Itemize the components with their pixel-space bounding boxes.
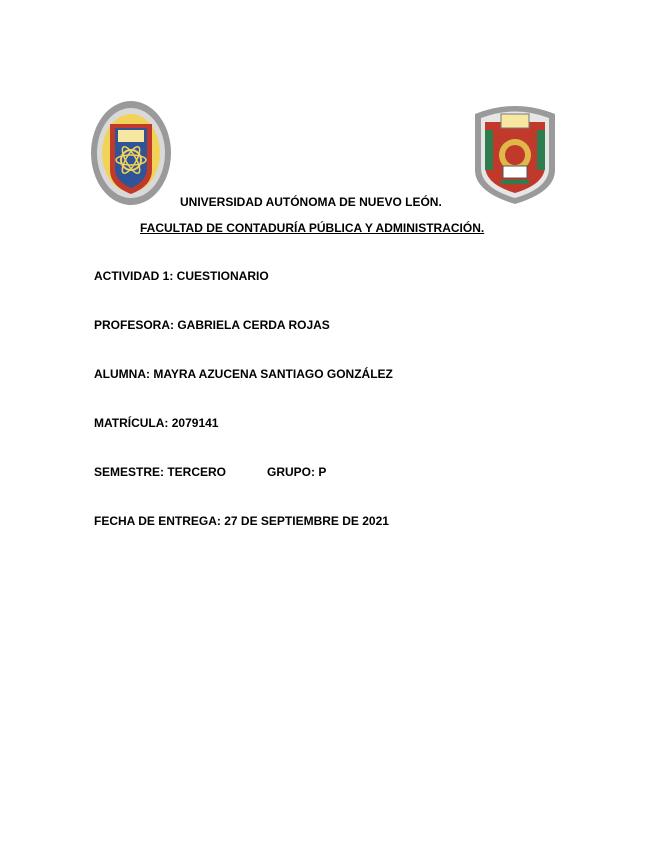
semester-line: SEMESTRE: TERCERO <box>94 465 227 479</box>
activity-line: ACTIVIDAD 1: CUESTIONARIO <box>94 269 269 283</box>
due-date-line: FECHA DE ENTREGA: 27 DE SEPTIEMBRE DE 2021 <box>94 514 389 528</box>
fcpya-crest-icon <box>471 100 559 206</box>
student-id-line: MATRÍCULA: 2079141 <box>94 416 219 430</box>
group-line: GRUPO: P <box>267 465 327 479</box>
faculty-name: FACULTAD DE CONTADURÍA PÚBLICA Y ADMINISTRACIÓN. <box>140 221 485 235</box>
student-line: ALUMNA: MAYRA AZUCENA SANTIAGO GONZÁLEZ <box>94 367 393 381</box>
university-name: UNIVERSIDAD AUTÓNOMA DE NUEVO LEÓN. <box>180 195 442 209</box>
teacher-line: PROFESORA: GABRIELA CERDA ROJAS <box>94 318 330 332</box>
uanl-crest-icon <box>90 100 172 206</box>
